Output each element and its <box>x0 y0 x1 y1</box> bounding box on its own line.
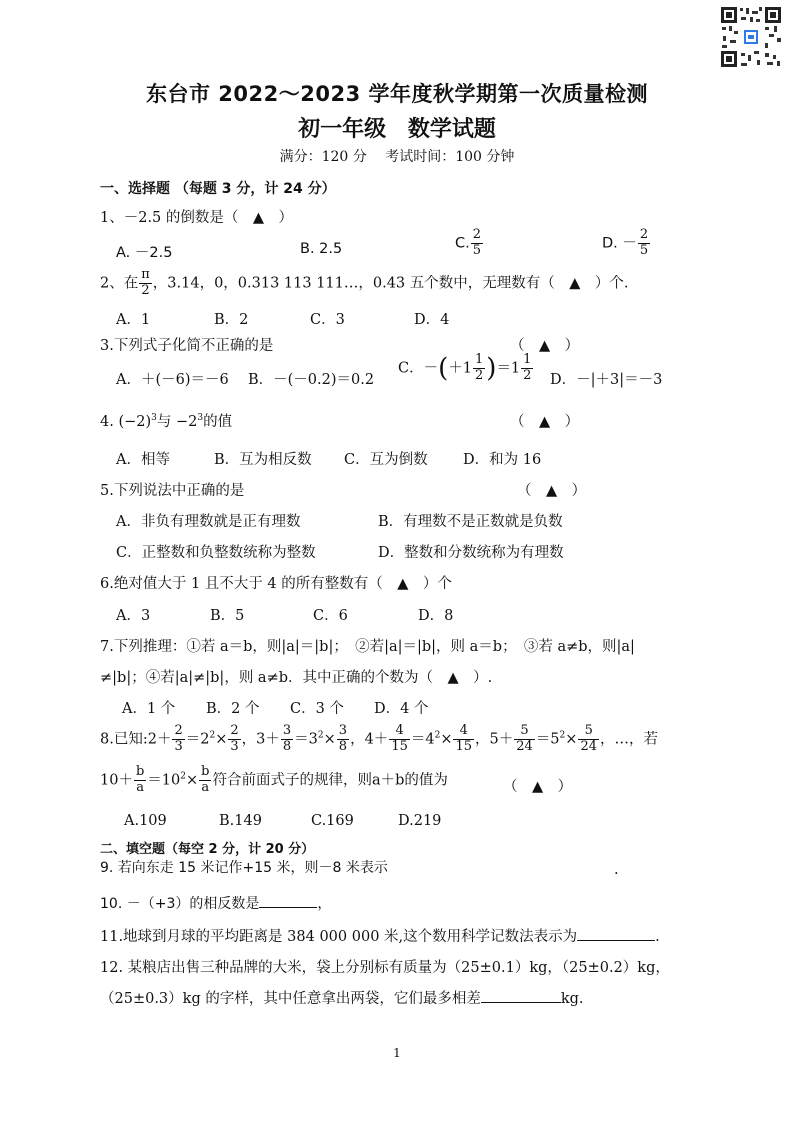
q4-option-a: A．相等 <box>116 452 170 468</box>
q5-option-d: D．整数和分数统称为有理数 <box>378 545 564 561</box>
q3-answer-paren: （ ▲ ） <box>510 338 580 354</box>
q5-stem: 5.下列说法中正确的是 <box>100 483 245 499</box>
q2-option-c: C．3 <box>310 312 345 328</box>
qr-code <box>719 5 783 69</box>
q4-option-d: D．和为 16 <box>463 452 542 468</box>
q6-option-b: B．5 <box>210 608 245 624</box>
exam-title: 东台市 2022～2023 学年度秋学期第一次质量检测 <box>145 82 648 106</box>
q7-option-b: B．2 个 <box>206 701 260 717</box>
q3-stem: 3.下列式子化简不正确的是 <box>100 338 274 354</box>
q2-option-a: A．1 <box>116 312 151 328</box>
q6-option-c: C．6 <box>313 608 348 624</box>
q3-option-c: C．－(＋1 $\frac{1}{2}$ )＝1 $\frac{1}{2}$ <box>398 352 532 384</box>
q3-option-d: D．－|＋3|＝－3 <box>550 372 663 388</box>
q5-answer-paren: （ ▲ ） <box>517 483 587 499</box>
q8-option-b: B.149 <box>219 813 262 829</box>
q2-option-b: B．2 <box>214 312 249 328</box>
q2-stem: 2、在 $\frac{\pi}{2}$ ，3.14，0，0.313 113 111…，0.43 五个数中，无理数有（ ▲ ）个. <box>100 267 629 298</box>
q8-option-c: C.169 <box>311 813 354 829</box>
q12-stem-line1: 12. 某粮店出售三种品牌的大米，袋上分别标有质量为（25±0.1）kg，（25±0.2）kg， <box>100 960 670 976</box>
grade-label: 初一年级 <box>298 117 387 142</box>
q7-option-c: C．3 个 <box>290 701 344 717</box>
q8-answer-paren: （ ▲ ） <box>503 779 573 795</box>
q5-option-c: C．正整数和负整数统称为整数 <box>116 545 316 561</box>
exam-meta: 满分：120 分 考试时间：100 分钟 <box>279 149 515 165</box>
q4-answer-paren: （ ▲ ） <box>510 414 580 430</box>
q11-answer-blank[interactable] <box>577 926 655 941</box>
q1-option-b: B. 2.5 <box>300 241 343 257</box>
q4-stem: 4. $(-2)^3$与 $-2^3$的值 <box>100 413 233 430</box>
q10-stem: 10. －（+3）的相反数是 ， <box>100 893 331 913</box>
q6-option-d: D．8 <box>418 608 454 624</box>
q7-option-a: A．1 个 <box>122 701 176 717</box>
exam-subtitle <box>0 112 794 143</box>
q4-option-b: B．互为相反数 <box>214 452 312 468</box>
q5-option-b: B．有理数不是正数就是负数 <box>378 514 563 530</box>
q8-stem-line1: 8.已知:2＋ $\frac{2}{3}$ $=2^2\times$ $\frac{2}{3}$ ，3＋ $\frac{3}{8}$ $=3^2\times$ $\frac{3}{8}$ ，4＋ $\frac{4}{15}$ $=4^2\times$ $\frac{4}{15}$ ，5＋ $\frac{5}{24}$ $=5^2\times$ $\frac{5}{24}$ ，…，若 <box>100 723 658 754</box>
q6-stem: 6.绝对值大于 1 且不大于 4 的所有整数有（ ▲ ）个 <box>100 576 452 592</box>
q8-option-a: A.109 <box>124 813 167 829</box>
q1-stem: 1、－2.5 的倒数是（ ▲ ） <box>100 210 294 226</box>
q1-option-a: A. －2.5 <box>116 245 173 261</box>
q2-option-d: D．4 <box>414 312 450 328</box>
q6-option-a: A．3 <box>116 608 151 624</box>
q1-option-d: D. － $\frac{2}{5}$ <box>602 227 649 258</box>
q10-answer-blank[interactable] <box>259 893 317 908</box>
q12-stem-line2: （25±0.3）kg 的字样，其中任意拿出两袋，它们最多相差 kg. <box>100 987 584 1008</box>
q12-answer-blank[interactable] <box>481 988 561 1003</box>
q7-stem-line1: 7.下列推理：①若 a＝b，则|a|＝|b|； ②若|a|＝|b|，则 a＝b； ③若 a≠b，则|a| <box>100 639 635 655</box>
section-1-heading: 一、选择题 （每题 3 分，计 24 分） <box>100 181 336 197</box>
subject-label: 数学试题 <box>407 117 496 142</box>
q1-option-c: C. $\frac{2}{5}$ <box>455 227 482 258</box>
page-number: 1 <box>393 1046 401 1060</box>
q7-option-d: D．4 个 <box>374 701 429 717</box>
q3-option-b: B．－(－0.2)＝0.2 <box>248 372 375 388</box>
q7-stem-line2: ≠|b|；④若|a|≠|b|，则 a≠b．其中正确的个数为（ ▲ ）. <box>100 670 493 686</box>
section-2-heading: 二、填空题（每空 2 分，计 20 分） <box>100 842 315 857</box>
q8-stem-line2: 10＋ $\frac{b}{a}$ $=10^2\times$ $\frac{b}{a}$ 符合前面式子的规律，则a＋b的值为 <box>100 764 448 795</box>
q8-option-d: D.219 <box>398 813 442 829</box>
q3-option-a: A．＋(－6)＝－6 <box>116 372 229 388</box>
q9-end-dot: . <box>614 862 619 878</box>
q9-stem: 9. 若向东走 15 米记作+15 米，则－8 米表示 <box>100 860 388 876</box>
q11-stem: 11.地球到月球的平均距离是 384 000 000 米,这个数用科学记数法表示为 . <box>100 925 660 946</box>
q5-option-a: A．非负有理数就是正有理数 <box>116 514 301 530</box>
q4-option-c: C．互为倒数 <box>344 452 428 468</box>
